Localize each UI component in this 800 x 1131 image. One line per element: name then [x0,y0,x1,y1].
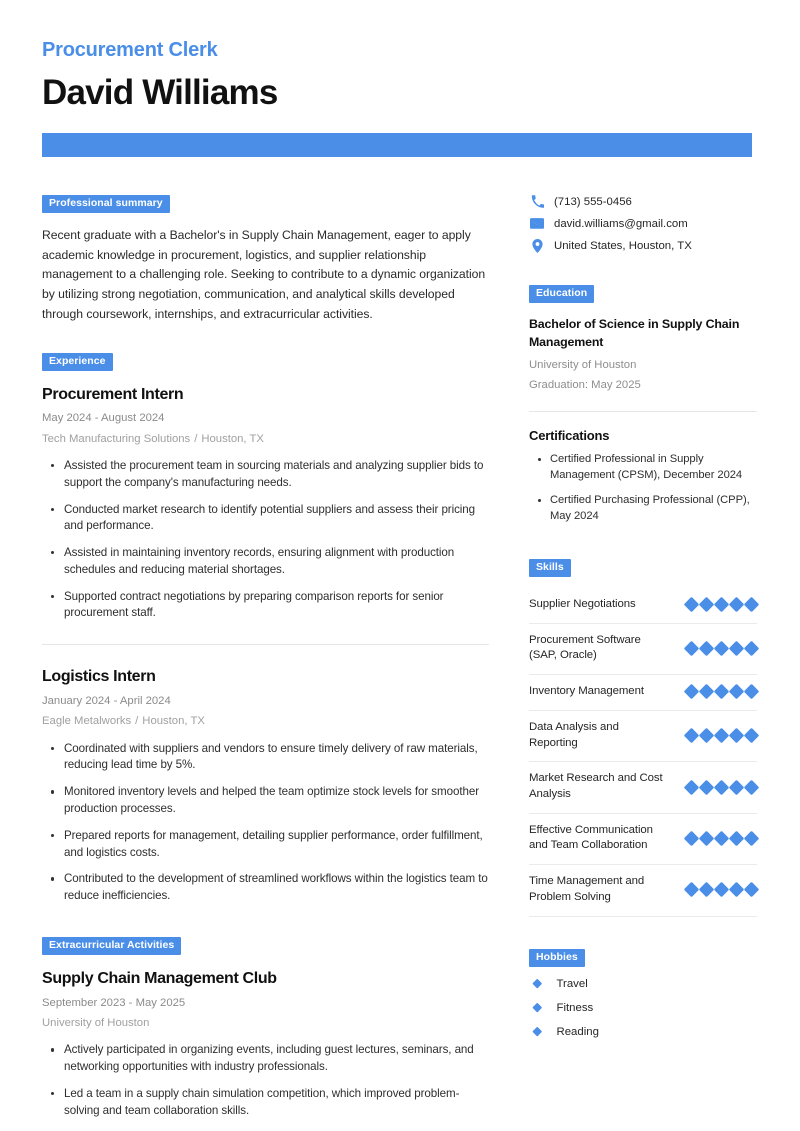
experience-dates: January 2024 - April 2024 [42,695,171,708]
diamond-filled-icon [699,779,715,795]
section-badge-hobbies: Hobbies [529,949,585,967]
experience-company-location [42,432,489,447]
skill-name: Data Analysis and Reporting [529,720,619,749]
hobby-label: Travel [556,977,588,990]
skill-row [529,675,757,711]
experience-entry [42,385,489,623]
header-accent-bar [42,133,752,157]
certification-item: Certified Purchasing Professional (CPP), May 2024 [529,493,757,525]
experience-bullet: Contributed to the development of streamlined workflows within the logistics team to reduce inefficiencies. [42,871,489,905]
location-text: United States, Houston, TX [554,239,692,252]
certifications-list [529,452,757,525]
location-icon [529,239,545,253]
extracurricular-bullet: Actively participated in organizing events, including guest lectures, seminars, and networking opportunities with industry professionals. [42,1042,489,1076]
experience-separator: / [135,715,139,728]
professional-summary-text: Recent graduate with a Bachelor's in Supply Chain Management, eager to apply academic knowledge in procurement, logistics, and supplier relationship management to a challenging role. Seeking to contribute to a dynamic organization by utilizing strong negotiation, communication, and analytical skills developed through coursework, internships, and extracurricular activities. [42,227,486,321]
skill-row [529,814,757,865]
skills-list [529,588,757,917]
skill-name: Inventory Management [529,685,644,698]
hobby-label: Fitness [556,1001,594,1014]
education-graduation-date: Graduation: May 2025 [529,378,641,391]
diamond-filled-icon [684,779,700,795]
experience-divider [42,644,489,645]
diamond-filled-icon [684,641,700,657]
diamond-filled-icon [699,882,715,898]
left-column [42,193,489,1120]
skill-rating [680,782,757,793]
section-extracurricular-activities [42,935,489,1120]
contact-row-location[interactable] [529,239,757,253]
certification-item: Certified Professional in Supply Management (CPSM), December 2024 [529,452,757,484]
experience-bullet: Assisted the procurement team in sourcing materials and analyzing supplier bids to support the company's manufacturing needs. [42,458,489,492]
diamond-filled-icon [744,779,760,795]
experience-bullet: Assisted in maintaining inventory records, ensuring alignment with production schedules and reducing material shortages. [42,545,489,579]
diamond-filled-icon [699,597,715,613]
candidate-name: David Williams [42,73,278,112]
skill-row [529,865,757,916]
certifications-heading: Certifications [529,428,610,444]
diamond-filled-icon [714,882,730,898]
hobby-item [529,1026,757,1038]
section-education [529,283,757,393]
diamond-filled-icon [684,882,700,898]
skill-name: Time Management and Problem Solving [529,875,645,903]
skill-row [529,624,757,675]
contact-row-phone[interactable] [529,195,757,209]
experience-dates: May 2024 - August 2024 [42,412,165,425]
diamond-filled-icon [729,684,745,700]
section-professional-summary [42,193,489,325]
experience-bullet: Prepared reports for management, detailing supplier performance, order fulfillment, and logistics costs. [42,828,489,862]
section-skills [529,557,757,917]
diamond-filled-icon [714,728,730,744]
extracurricular-dates: September 2023 - May 2025 [42,996,186,1009]
diamond-filled-icon [684,728,700,744]
diamond-filled-icon [729,728,745,744]
skill-row [529,711,757,762]
education-degree: Bachelor of Science in Supply Chain Management [529,316,740,349]
phone-number: (713) 555-0456 [554,195,632,208]
experience-bullet: Monitored inventory levels and helped the team optimize stock levels for smoother production processes. [42,784,489,818]
diamond-filled-icon [744,882,760,898]
section-badge-education: Education [529,285,594,303]
diamond-filled-icon [714,779,730,795]
diamond-filled-icon [729,597,745,613]
skill-rating [680,730,757,741]
extracurricular-bullet: Led a team in a supply chain simulation competition, which improved problem-solving and team collaboration skills. [42,1086,489,1120]
experience-entry [42,667,489,905]
experience-location: Houston, TX [201,432,264,445]
skill-name: Market Research and Cost Analysis [529,772,663,801]
experience-company-location [42,714,489,729]
diamond-filled-icon [714,684,730,700]
skill-rating [680,686,757,697]
skill-name: Supplier Negotiations [529,597,636,610]
experience-bullet: Coordinated with suppliers and vendors to ensure timely delivery of raw materials, reducing lead time by 5%. [42,741,489,775]
section-certifications [529,428,757,525]
diamond-filled-icon [729,831,745,847]
extracurricular-entry [42,969,489,1119]
skill-row [529,762,757,813]
resume-body [42,193,755,1120]
diamond-filled-icon [729,779,745,795]
skill-row [529,588,757,624]
diamond-filled-icon [714,641,730,657]
diamond-filled-icon [699,641,715,657]
section-badge-extracurricular: Extracurricular Activities [42,937,181,955]
section-hobbies [529,947,757,1038]
diamond-filled-icon [744,684,760,700]
diamond-filled-icon [744,831,760,847]
skill-rating [680,643,757,654]
hobby-item [529,978,757,990]
skill-rating [680,599,757,610]
experience-company: Tech Manufacturing Solutions [42,432,191,445]
diamond-filled-icon [699,684,715,700]
diamond-filled-icon [699,831,715,847]
section-badge-skills: Skills [529,559,571,577]
experience-job-title: Logistics Intern [42,668,156,686]
section-experience [42,351,489,905]
education-divider [529,411,757,412]
diamond-bullet-icon [533,1027,542,1036]
skill-rating [680,884,757,895]
phone-icon [529,195,545,209]
email-address: david.williams@gmail.com [554,217,688,230]
skill-name: Procurement Software (SAP, Oracle) [529,633,641,662]
contact-row-email[interactable] [529,217,757,231]
diamond-filled-icon [714,831,730,847]
extracurricular-title: Supply Chain Management Club [42,969,277,987]
skill-rating [680,833,757,844]
section-badge-experience: Experience [42,353,113,371]
diamond-filled-icon [684,831,700,847]
experience-bullet: Conducted market research to identify potential suppliers and assess their pricing and performance. [42,502,489,536]
experience-company: Eagle Metalworks [42,715,132,728]
job-title: Procurement Clerk [42,39,218,61]
experience-location: Houston, TX [142,715,205,728]
right-column [529,193,757,1038]
experience-bullet-list [42,458,489,622]
extracurricular-organization: University of Houston [42,1017,150,1030]
skill-name: Effective Communication and Team Collaboration [529,823,653,852]
hobby-item [529,1002,757,1014]
extracurricular-bullet-list [42,1042,489,1119]
diamond-bullet-icon [533,1003,542,1012]
experience-job-title: Procurement Intern [42,385,184,403]
diamond-filled-icon [744,728,760,744]
resume-header [42,38,755,157]
experience-bullet: Supported contract negotiations by preparing comparison reports for senior procurement staff. [42,589,489,623]
diamond-filled-icon [684,597,700,613]
contact-info [529,195,757,253]
hobby-label: Reading [556,1025,599,1038]
diamond-filled-icon [744,641,760,657]
diamond-filled-icon [684,684,700,700]
email-icon [529,217,545,231]
diamond-filled-icon [699,728,715,744]
diamond-filled-icon [744,597,760,613]
diamond-filled-icon [714,597,730,613]
experience-separator: / [194,432,198,445]
hobbies-list [529,978,757,1038]
education-school: University of Houston [529,358,637,371]
diamond-filled-icon [729,882,745,898]
diamond-filled-icon [729,641,745,657]
diamond-bullet-icon [533,979,542,988]
section-badge-professional-summary: Professional summary [42,195,170,213]
experience-bullet-list [42,741,489,905]
